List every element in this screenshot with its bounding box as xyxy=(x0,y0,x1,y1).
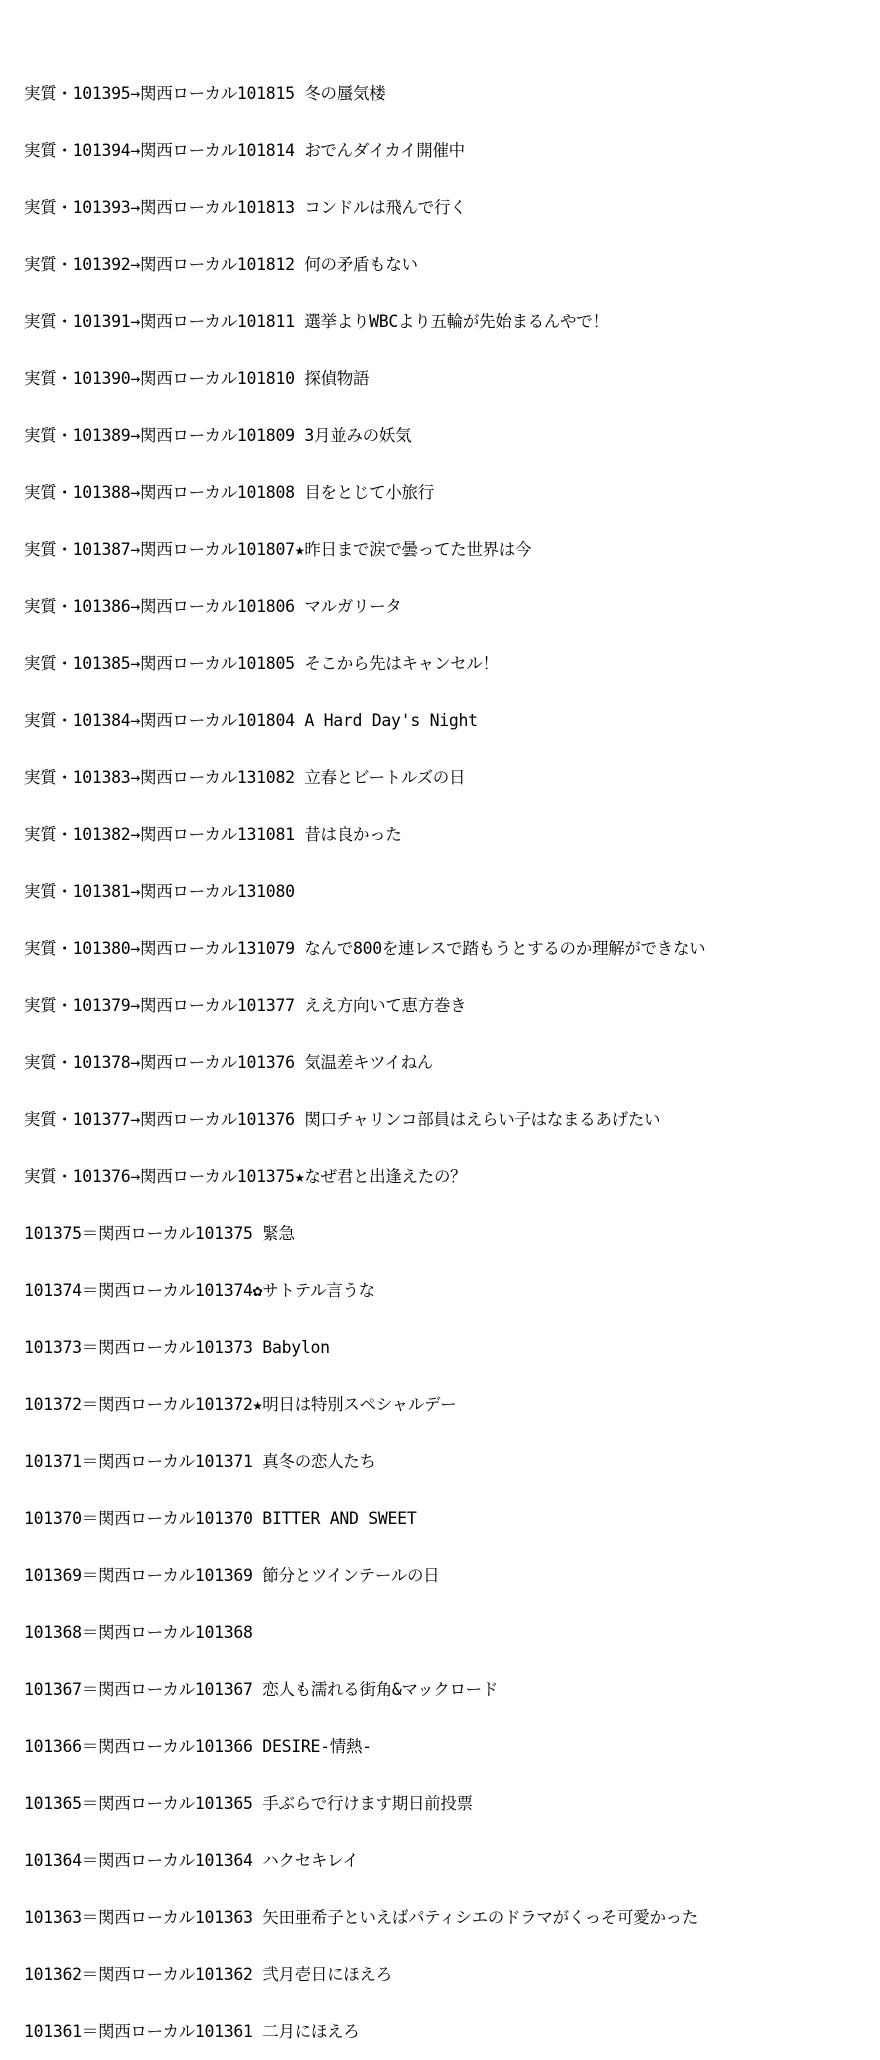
list-item: 101362＝関西ローカル101362 弐月壱日にほえろ xyxy=(24,1965,392,1984)
list-item: 実質・101376→関西ローカル101375★なぜ君と出逢えたの？ xyxy=(24,1167,467,1186)
list-item: 実質・101391→関西ローカル101811 選挙よりWBCより五輪が先始まるんやで！ xyxy=(24,312,609,331)
list-item: 実質・101378→関西ローカル101376 気温差キツイねん xyxy=(24,1053,434,1072)
list-item: 実質・101386→関西ローカル101806 マルガリータ xyxy=(24,597,402,616)
list-item: 101364＝関西ローカル101364 ハクセキレイ xyxy=(24,1851,359,1870)
list-item: 実質・101387→関西ローカル101807★昨日まで涙で曇ってた世界は今 xyxy=(24,540,532,559)
list-item: 101371＝関西ローカル101371 真冬の恋人たち xyxy=(24,1452,376,1471)
list-item: 実質・101395→関西ローカル101815 冬の蜃気楼 xyxy=(24,84,386,103)
thread-list xyxy=(24,46,874,2060)
list-item: 101361＝関西ローカル101361 二月にほえろ xyxy=(24,2022,360,2041)
list-item: 101372＝関西ローカル101372★明日は特別スペシャルデー xyxy=(24,1395,457,1414)
list-item: 101366＝関西ローカル101366 DESIRE-情熱- xyxy=(24,1737,372,1756)
list-item: 実質・101389→関西ローカル101809 3月並みの妖気 xyxy=(24,426,412,445)
list-item: 101370＝関西ローカル101370 BITTER AND SWEET xyxy=(24,1509,417,1528)
list-item: 101365＝関西ローカル101365 手ぶらで行けます期日前投票 xyxy=(24,1794,473,1813)
list-item: 実質・101388→関西ローカル101808 目をとじて小旅行 xyxy=(24,483,434,502)
list-item: 実質・101379→関西ローカル101377 ええ方向いて恵方巻き xyxy=(24,996,467,1015)
list-item: 101374＝関西ローカル101374✿サトテル言うな xyxy=(24,1281,375,1300)
list-item: 実質・101380→関西ローカル131079 なんで800を連レスで踏もうとするのか理解ができない xyxy=(24,939,706,958)
list-item: 実質・101394→関西ローカル101814 おでんダイカイ開催中 xyxy=(24,141,465,160)
list-item: 実質・101384→関西ローカル101804 A Hard Day's Night xyxy=(24,711,478,730)
list-item: 実質・101392→関西ローカル101812 何の矛盾もない xyxy=(24,255,418,274)
list-item: 101368＝関西ローカル101368 xyxy=(24,1623,253,1642)
list-item: 実質・101383→関西ローカル131082 立春とビートルズの日 xyxy=(24,768,466,787)
list-item: 実質・101385→関西ローカル101805 そこから先はキャンセル！ xyxy=(24,654,499,673)
list-item: 実質・101393→関西ローカル101813 コンドルは飛んで行く xyxy=(24,198,467,217)
list-item: 実質・101381→関西ローカル131080 xyxy=(24,882,295,901)
list-item: 101367＝関西ローカル101367 恋人も濡れる街角&マックロード xyxy=(24,1680,499,1699)
list-item: 101375＝関西ローカル101375 緊急 xyxy=(24,1224,295,1243)
list-item: 101369＝関西ローカル101369 節分とツインテールの日 xyxy=(24,1566,440,1585)
list-item: 101373＝関西ローカル101373 Babylon xyxy=(24,1338,330,1357)
list-item: 実質・101390→関西ローカル101810 探偵物語 xyxy=(24,369,370,388)
list-item: 実質・101382→関西ローカル131081 昔は良かった xyxy=(24,825,402,844)
list-item: 101363＝関西ローカル101363 矢田亜希子といえばパティシエのドラマがくっそ可愛かった xyxy=(24,1908,699,1927)
list-item: 実質・101377→関西ローカル101376 関口チャリンコ部員はえらい子はなまるあげたい xyxy=(24,1110,661,1129)
